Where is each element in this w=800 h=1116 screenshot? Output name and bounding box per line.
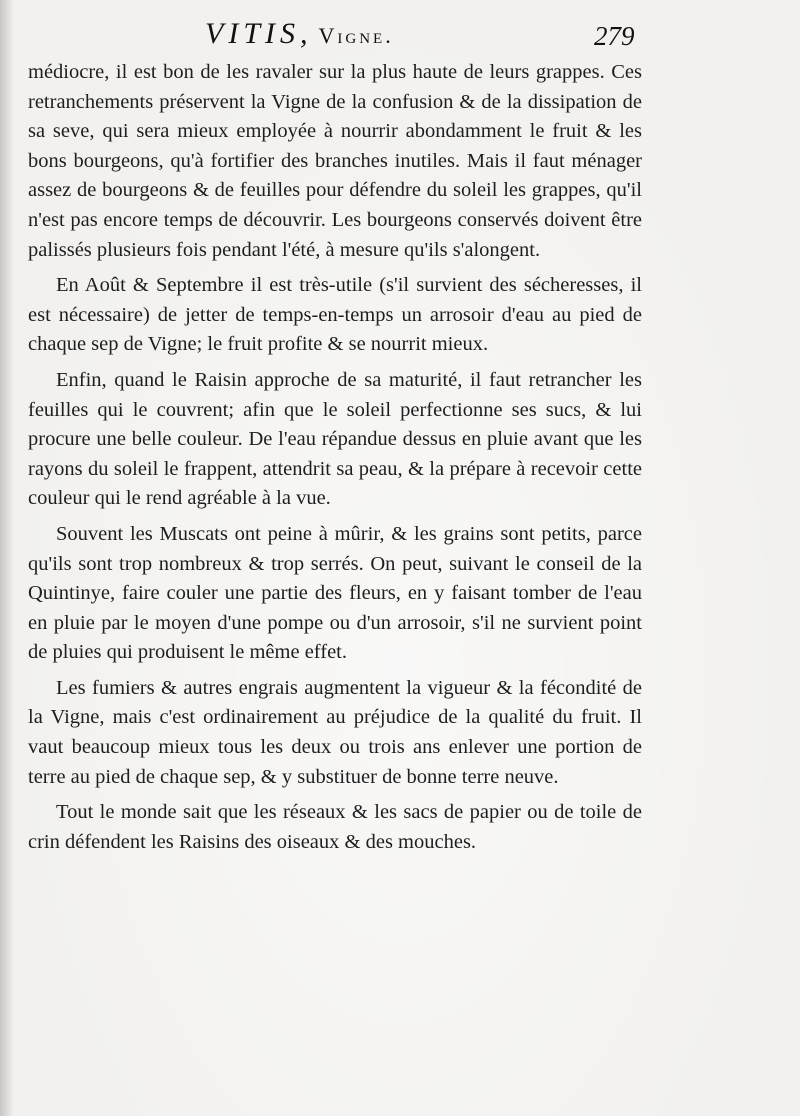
- running-head: [0, 14, 800, 54]
- running-title: [205, 14, 394, 56]
- paragraph: médiocre, il est bon de les ravaler sur la plus haute de leurs grappes. Ces retranchements préservent la Vigne de la confusion & de la dissipation de sa seve, qui sera mieux employée à nourrir abondamment le fruit & les bons bourgeons, qu'à fortifier des branches inutiles. Mais il faut ménager assez de bourgeons & de feuilles pour défendre du soleil les grappes, qu'il n'est pas encore temps de découvrir. Les bourgeons conservés doivent être palissés plusieurs fois pendant l'été, à mesure qu'ils s'alongent.: [28, 61, 642, 261]
- paragraph: Enfin, quand le Raisin approche de sa maturité, il faut retrancher les feuilles qui le couvrent; afin que le soleil perfectionne ses sucs, & lui procure une belle couleur. De l'eau répandue dessus en pluie avant que les rayons du soleil le frappent, attendrit sa peau, & la prépare à recevoir cette couleur qui le rend agréable à la vue.: [28, 368, 642, 510]
- body-text: [28, 58, 642, 863]
- running-title-latin: VITIS,: [205, 17, 313, 50]
- page-number: 279: [594, 21, 635, 51]
- paragraph: En Août & Septembre il est très-utile (s'il survient des sécheresses, il est nécessaire) de jetter de temps-en-temps un arrosoir d'eau au pied de chaque sep de Vigne; le fruit profite & se nourrit mieux.: [28, 274, 642, 356]
- page-gutter-shadow: [0, 0, 14, 1116]
- running-title-french: Vigne.: [318, 23, 394, 48]
- paragraph: Souvent les Muscats ont peine à mûrir, & les grains sont petits, parce qu'ils sont trop nombreux & trop serrés. On peut, suivant le conseil de la Quintinye, faire couler une partie des fleurs, en y faisant tomber de l'eau en pluie par le moyen d'une pompe ou d'un arrosoir, s'il ne survient point de pluies qui produisent le même effet.: [28, 522, 642, 664]
- paragraph: Les fumiers & autres engrais augmentent la vigueur & la fécondité de la Vigne, mais c'est ordinairement au préjudice de la qualité du fruit. Il vaut beaucoup mieux tous les deux ou trois ans enlever une portion de terre au pied de chaque sep, & y substituer de bonne terre neuve.: [28, 676, 642, 788]
- paragraph: Tout le monde sait que les réseaux & les sacs de papier ou de toile de crin défendent les Raisins des oiseaux & des mouches.: [28, 801, 642, 853]
